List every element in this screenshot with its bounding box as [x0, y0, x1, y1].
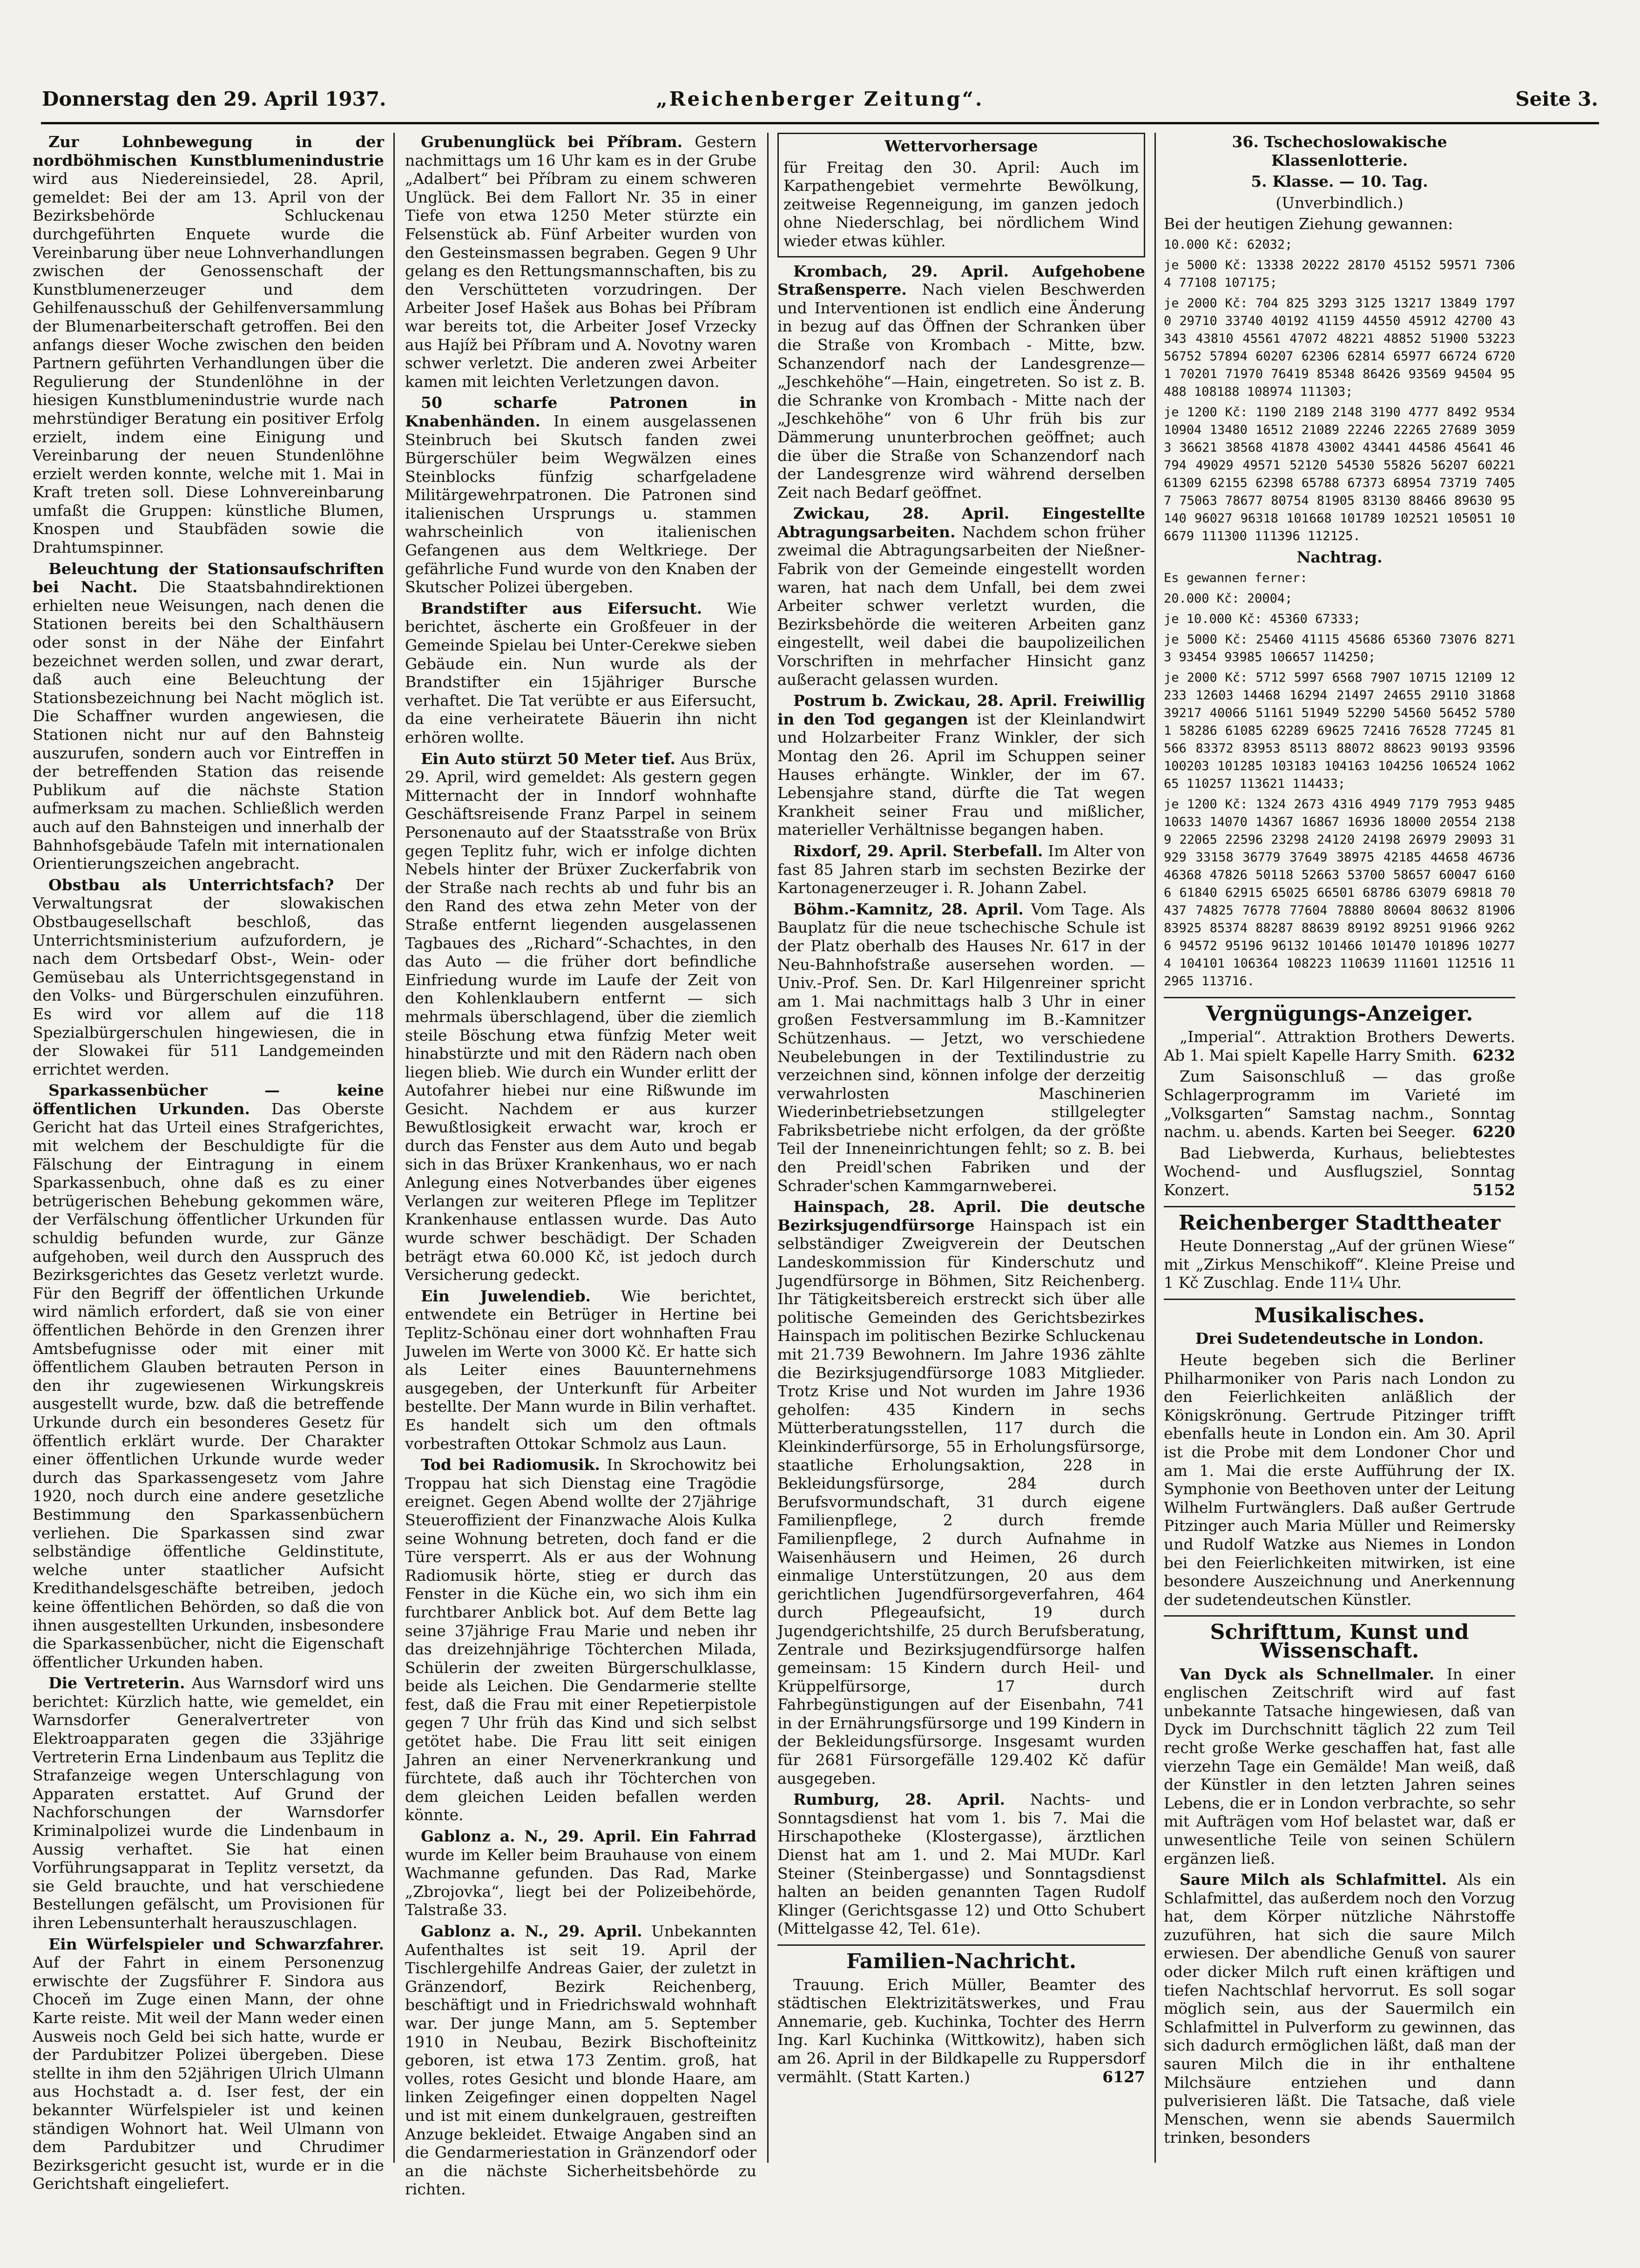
family-title: Familien-Nachricht. [846, 1950, 1077, 1973]
article-text: Im Alter von fast 85 Jahren starb im sechsten Bezirke der Kartonagenerzeuger i. R. Johann Zabel. [777, 841, 1145, 897]
article [33, 133, 384, 557]
article-headline: Brandstifter aus Eifersucht. [421, 599, 702, 617]
lottery-intro: Bei der heutigen Ziehung gewannen: [1164, 215, 1453, 233]
article-headline: Ein Auto stürzt 50 Meter tief. [421, 749, 676, 768]
article-text: Als ein Schlafmittel, das außerdem noch den Vorzug hat, dem Körper nützliche Nährstoffe zuzuführen, hat sich die saure Milch erwiesen. Der abendliche Genuß von saurer oder dicker Milch ruft einen kräftigen und tiefen Nachtschlaf hervorrut. Es soll sogar möglich sein, aus der Sauermilch ein Schlafmittel in Pulverform zu gewinnen, das sich dadurch ermöglichen läßt, daß man der sauren Milch die in ihr enthaltene Milchsäure entziehen und dann pulverisieren läßt. Die Tatsache, daß viele Menschen, wenn sie abends Sauermilch trinken, besonders [1164, 1870, 1516, 2147]
article-headline: Saure Milch als Schlafmittel. [1180, 1870, 1447, 1889]
article-headline: Krombach, 29. April. Aufgehobene Straßensperre. [777, 262, 1145, 299]
theater-text: Heute Donnerstag „Auf der grünen Wiese“ mit „Zirkus Menschikoff“. Kleine Preise und 1 Kč Zuschlag. Ende 11¼ Uhr. [1164, 1237, 1515, 1292]
lottery-line: je 1200 Kč: 1324 2673 4316 4949 7179 7953 9485 10633 14070 14367 16867 16936 18000 20554 21389 22065 22596 23298 24120 24198 26979 29093 31929 33158 36779 37649 38975 42185 44658 46736 46368 47826 50118 52663 53700 58657 60047 61606 61840 62915 65025 66501 68786 63079 69818 70437 74825 76778 77604 78880 80604 80632 81906 83925 85374 88287 88639 89192 89251 91966 92626 94572 95196 96132 101466 101470 101896 102774 104101 106364 108223 110639 111601 112516 112965 113716. [1164, 797, 1523, 988]
column-divider [767, 133, 769, 2163]
amusement-ad [1164, 1144, 1515, 1199]
article-text: Unbekannten Aufenthaltes ist seit 19. April der Tischlergehilfe Andreas Gaier, der zuletzt in Gränzendorf, Bezirk Reichenberg, beschäftigt und in Friedrichswald wohnhaft war. Der junge Mann, am 5. September 1910 in Neubau, Bezirk Bischofteinitz geboren, ist etwa 173 Zentim. groß, hat volles, rotes Gesicht und blonde Haare, am linken Zeigefinger einen doppelten Nagel und ist mit einem dunkelgrauen, gestreiften Anzuge bekleidet. Etwaige Angaben sind an die Gendarmeriestation in Gränzendorf oder an die nächste Sicherheitsbehörde zu richten. [405, 1922, 756, 2199]
article-text: Wie berichtet, entwendete ein Betrüger in Hertine bei Teplitz-Schönau einer dort wohnhaften Frau Juwelen im Werte von 3000 Kč. Er hatte sich als Leiter eines Bauunternehmens ausgegeben, der Unterkunft für Arbeiter bestellte. Der Mann wurde in Bilin verhaftet. Es handelt sich um den oftmals vorbestraften Ottokar Schmolz aus Laun. [405, 1286, 757, 1453]
header-rule [41, 122, 1599, 124]
ad-code: 6232 [1472, 1046, 1515, 1064]
article-headline: Zur Lohnbewegung in der nordböhmischen Kunstblumenindustrie [33, 133, 384, 169]
ad-code: 6220 [1472, 1123, 1515, 1141]
article-headline: Postrum b. Zwickau, 28. April. Freiwillig in den Tod gegangen [777, 691, 1145, 728]
article [1164, 1870, 1515, 2147]
column-4 [1164, 133, 1523, 2214]
article [405, 393, 756, 596]
article [1164, 1665, 1515, 1868]
article-headline: Obstbau als Unterrichtsfach? [48, 875, 334, 894]
amusement-ad [1164, 1028, 1515, 1064]
family-text: Trauung. Erich Müller, Beamter des städtischen Elektrizitätswerkes, und Frau Annemarie, geb. Kuchinka, Tochter des Herrn Ing. Karl Kuchinka (Wittkowitz), haben sich am 26. April in der Bildkapelle zu Ruppersdorf vermählt. (Statt Karten.) [777, 1975, 1145, 2086]
article-headline: Zwickau, 28. April. Eingestellte Abtragungsarbeiten. [777, 504, 1145, 541]
article [33, 560, 384, 873]
article [405, 1922, 756, 2199]
article-headline: Tod bei Radiomusik. [421, 1456, 600, 1474]
section-rule [1164, 1299, 1515, 1300]
ad-code: 5152 [1472, 1180, 1515, 1199]
article-text: Hainspach ist ein selbständiger Zweigverein der Deutschen Landeskommission für Kinderschutz und Jugendfürsorge in Böhmen, Sitz Reichenberg. Ihr Tätigkeitsbereich erstreckt sich über alle politische Gemeinden des Gerichtsbezirkes Hainspach im politischen Bezirke Schluckenau mit 21.739 Bewohnern. Im Jahre 1936 zählte die Bezirksjugendfürsorge 1083 Mitglieder. Trotz Krise und Not wurden im Jahre 1936 geholfen: 435 Kindern in sechs Mütterberatungsstellen, 117 durch die Kleinkinderfürsorge, 55 in Erholungsfürsorge, staatliche Erholungsaktion, 228 in Bekleidungsfürsorge, 284 durch Berufsvormundschaft, 31 durch eigene Familienpflege, 2 durch fremde Familienpflege, 2 durch Aufnahme in Waisenhäusern und Heimen, 26 durch einmalige Unterstützungen, 20 aus dem gerichtlichen Jugendfürsorgeverfahren, 464 durch Pflegeaufsicht, 19 durch Jugendgerichtshilfe, 25 durch Berufsberatung, Zentrale und Bezirksjugendfürsorge halfen gemeinsam: 15 Kindern durch Heil- und Krüppelfürsorge, 17 durch Fahrbegünstigungen auf der Eisenbahn, 741 in der Ernährungsfürsorge und 199 Kindern in der Bekleidungsfürsorge. Insgesamt wurden für 2681 Fürsorgefälle 129.402 Kč dafür ausgegeben. [777, 1216, 1145, 1787]
article-text: Nach vielen Beschwerden und Interventionen ist endlich eine Änderung in bezug auf das Öffnen der Schranken über die Straße von Krombach - Mitte, bzw. Schanzendorf nach der Landesgrenze—„Jeschkehöhe“—Hain, eingetreten. So ist z. B. die Schranke von Krombach - Mitte nach der „Jeschkehöhe“ von 6 Uhr früh bis zur Dämmerung ununterbrochen geöffnet; auch die über die Straße von Schanzendorf nach der Landesgrenze wird während derselben Zeit nach Bedarf geöffnet. [777, 280, 1145, 501]
article-text: Auf der Fahrt in einem Personenzug erwischte der Zugsführer F. Sindora aus Choceň im Zuge einen Mann, der ohne Karte reiste. Mit weil der Mann weder einen Ausweis noch Geld bei sich hatte, wurde er der Pardubitzer Polizei übergeben. Diese stellte in ihm den 52jährigen Ulrich Ulmann aus Hochstadt a. d. Iser fest, der ein bekannter Würfelspieler ist und keinen ständigen Wohnort hat. Weil Ulmann von dem Pardubitzer und Chrudimer Bezirksgericht gesucht ist, wurde er in die Gerichtshaft eingeliefert. [33, 1953, 384, 2193]
article [405, 1827, 756, 1919]
article-headline: 50 scharfe Patronen in Knabenhänden. [405, 393, 756, 430]
article [405, 1456, 756, 1824]
theater-title: Reichenberger Stadttheater [1178, 1211, 1501, 1235]
article-text: Gestern nachmittags um 16 Uhr kam es in der Grube „Adalbert“ bei Příbram zu einem schweren Unglück. Bei dem Fallort Nr. 35 in einer Tiefe von etwa 1250 Meter stürzte ein Felsenstück ab. Fünf Arbeiter wurden von den Gesteinsmassen begraben. Gegen 9 Uhr gelang es den Rettungsmannschaften, bis zu den Verschütteten vorzudringen. Der Arbeiter Josef Hašek aus Bohas bei Příbram war bereits tot, die Arbeiter Josef Vrzecky aus Hajíž bei Příbram und A. Novotny waren schwer verletzt. Die anderen zwei Arbeiter kamen mit leichten Verletzungen davon. [405, 133, 756, 391]
masthead: „Reichenberger Zeitung“. [656, 88, 984, 110]
article-headline: Gablonz a. N., 29. April. Ein Fahrrad [421, 1827, 756, 1846]
lottery-note: (Unverbindlich.) [1276, 193, 1404, 212]
article-text: wird aus Niedereinsiedel, 28. April, gemeldet: Bei der am 13. April von der Bezirksbehörde Schluckenau durchgeführten Enquete wurde die Vereinbarung über neue Lohnverhandlungen zwischen der Genossenschaft der Kunstblumenerzeuger und dem Gehilfenausschuß der Gehilfenversammlung der Blumenarbeiterschaft getroffen. Bei den anfangs dieser Woche zwischen den beiden Partnern geführten Verhandlungen über die Regulierung der Stundenlöhne in der hiesigen Kunstblumenindustrie wurde nach mehrstündiger Beratung ein positiver Erfolg erzielt, indem eine Einigung und Vereinbarung der neuen Stundenlöhne erzielt werden konnte, welche mit 1. Mai in Kraft treten soll. Diese Lohnvereinbarung umfaßt die Gruppen: künstliche Blumen, Knospen und Staubfäden sowie die Drahtumspinner. [33, 169, 384, 557]
column-divider [1154, 133, 1156, 2163]
family-notice [777, 1976, 1145, 2086]
lottery-line: Es gewannen ferner: [1164, 570, 1308, 585]
article [777, 504, 1145, 689]
article-headline: Die Vertreterin. [48, 1674, 185, 1693]
column-2 [405, 133, 756, 2214]
column-divider [393, 133, 395, 2163]
section-rule [1164, 1615, 1515, 1617]
lottery-line: je 5000 Kč: 13338 20222 28170 45152 59571 73064 77108 107175; [1164, 257, 1515, 290]
header-date: Donnerstag den 29. April 1937. [42, 88, 386, 110]
ad-text: Bad Liebwerda, Kurhaus, beliebtestes Wochend- und Ausflugsziel, Sonntag Konzert. [1164, 1144, 1515, 1199]
ad-text: Zum Saisonschluß — das große Schlagerprogramm im Varieté im „Volksgarten“ Samstag nachm., Sonntag nachm. u. abends. Karten bei Seeger. [1164, 1067, 1515, 1141]
article-text: Nachdem schon früher zweimal die Abtragungsarbeiten der Nießner-Fabrik von der Gemeinde eingestellt worden waren, hat nach dem Unfall, bei dem zwei Arbeiter schwer verletzt wurden, die Bezirksbehörde die weiteren Arbeiten ganz eingestellt, weil dabei die baupolizeilichen Vorschriften in mehrfacher Hinsicht ganz außeracht gelassen wurden. [777, 522, 1145, 689]
lottery-line: je 5000 Kč: 25460 41115 45686 65360 73076 82713 93454 93985 106657 114250; [1164, 632, 1515, 664]
article-text: In Skrochowitz bei Troppau hat sich Dienstag eine Tragödie ereignet. Gegen Abend wollte der 27jährige Steueroffizient der Finanzwache Alois Kulka seine Wohnung betreten, doch fand er die Türe versperrt. Als er aus der Wohnung Radiomusik hörte, stieg er durch das Fenster in die Küche ein, wo sich ihm ein furchtbarer Anblick bot. Auf dem Bette lag seine 37jährige Frau Marie und neben ihr das dreizehnjährige Töchterchen Milada, Schülerin der zweiten Bürgerschulklasse, beide als Leichen. Die Gendarmerie stellte fest, daß die Frau mit einer Repetierpistole gegen 7 Uhr früh das Kind und sich selbst getötet habe. Die Frau litt seit einigen Jahren an einer Nervenerkrankung und fürchtete, daß auch ihr Töchterchen von dem gleichen Leiden befallen werden könnte. [405, 1456, 756, 1824]
lottery-class: 5. Klasse. — 10. Tag. [1251, 172, 1428, 191]
article-headline: Beleuchtung der Stationsaufschriften bei Nacht. [33, 559, 384, 596]
article [405, 599, 756, 747]
article [777, 262, 1145, 502]
article-headline: Ein Würfelspieler und Schwarzfahrer. [48, 1935, 384, 1953]
lottery-line: 10.000 Kč: 62032; [1164, 237, 1293, 252]
lottery-line: je 2000 Kč: 5712 5997 6568 7907 10715 12109 12233 12603 14468 16294 21497 24655 29110 31868 39217 40066 51161 51949 52290 54560 56452 57801 58286 61085 62289 69625 72416 76528 77245 81566 83372 83953 85113 88072 88623 90193 93596 100203 101285 103183 104163 104256 106524 106265 110257 113621 114433; [1164, 670, 1523, 791]
article [777, 900, 1145, 1195]
section-rule [777, 1944, 1145, 1946]
music-text: Heute begeben sich die Berliner Philharmoniker von Paris nach London zu den Feierlichkeiten anläßlich der Königskrönung. Gertrude Pitzinger trifft ebenfalls heute in London ein. Am 30. April ist die Probe mit dem Londoner Chor und am 1. Mai die erste Aufführung der IX. Symphonie von Beethoven unter der Leitung Wilhelm Furtwänglers. Daß außer Gertrude Pitzinger auch Maria Müller und Reimersky und Rudolf Watzke aus Niemes in London bei den Feierlichkeiten mitwirken, ist eine besondere Auszeichnung und Anerkennung der sudetendeutschen Künstler. [1164, 1351, 1515, 1609]
lottery-supplement-title: Nachtrag. [1296, 548, 1383, 566]
article-headline: Böhm.-Kamnitz, 28. April. [793, 900, 1024, 918]
article [777, 1790, 1145, 1938]
column-1 [33, 133, 384, 2214]
lottery-title: 36. Tschechoslowakische Klassenlotterie. [1232, 133, 1447, 169]
article [33, 876, 384, 1079]
article-headline: Grubenunglück bei Příbram. [421, 133, 683, 151]
article-headline: Hainspach, 28. April. Die deutsche Bezirksjugendfürsorge [777, 1198, 1145, 1234]
article-text: Aus Warnsdorf wird uns berichtet: Kürzlich hatte, wie gemeldet, ein Warnsdorfer Generalvertreter von Elektroapparaten gegen die 33jährige Vertreterin Erna Lindenbaum aus Teplitz die Strafanzeige wegen Unterschlagung von Apparaten erstattet. Auf Grund der Nachforschungen der Warnsdorfer Kriminalpolizei wurde die Lindenbaum in Aussig verhaftet. Sie hat einen Vorführungsapparat in Teplitz versetzt, da sie Geld brauchte, und hat verschiedene Bestellungen gefälscht, um Provisionen für ihren Lebensunterhalt herauszuschlagen. [33, 1674, 384, 1932]
article-text: In einem ausgelassenen Steinbruch bei Skutsch fanden zwei Bürgerschüler beim Wegwälzen eines Steinblocks fünfzig scharfgeladene Militärgewehrpatronen. Die Patronen sind italienischen Ursprungs u. stammen wahrscheinlich von italienischen Gefangenen aus dem Weltkriege. Der gefährliche Fund wurde von den Knaben der Skutscher Polizei übergeben. [405, 412, 756, 596]
article-headline: Van Dyck als Schnellmaler. [1180, 1665, 1435, 1683]
music-subtitle: Drei Sudetendeutsche in London. [1195, 1329, 1484, 1348]
ad-code: 6127 [1102, 2067, 1145, 2086]
page-number: Seite 3. [1515, 88, 1598, 110]
article-text: Das Oberste Gericht hat das Urteil eines Strafgerichtes, mit welchem der Beschuldigte für die Fälschung der Eintragung in einem Sparkassenbuch, ohne daß es zu einer betrügerischen Behebung gekommen wäre, der Verfälschung öffentlicher Urkunden für schuldig befunden wurde, zur Gänze aufgehoben, weil durch den Ausspruch des Bezirksgerichtes das Gesetz verletzt wurde. Für den Begriff der öffentlichen Urkunde wird nämlich erfordert, daß sie von einer öffentlichen Behörde in den Grenzen ihrer Amtsbefugnisse oder mit einer mit öffentlichem Glauben betrauten Person in den ihr zugewiesenen Wirkungskreis ausgestellt wurde, bzw. daß die betreffende Urkunde durch ein besonderes Gesetz für öffentlich erklärt wurde. Der Charakter einer öffentlichen Urkunde wurde weder durch das Sparkassengesetz vom Jahre 1920, noch durch eine andere gesetzliche Bestimmung den Sparkassenbüchern verliehen. Die Sparkassen sind zwar selbständige öffentliche Geldinstitute, welche unter staatlicher Aufsicht Kredithandelsgeschäfte betreiben, jedoch keine öffentlichen Behörden, so daß die von ihnen ausgestellten Urkunden, insbesondere die Sparkassenbücher, nicht die Eigenschaft öffentlicher Urkunden haben. [33, 1099, 385, 1671]
article-headline: Ein Juwelendieb. [421, 1286, 591, 1305]
lottery-line: je 1200 Kč: 1190 2189 2148 3190 4777 8492 9534 10904 13480 16512 21089 22246 22265 27689 30593 36621 38568 41878 43002 43441 44586 45641 46794 49029 49571 52120 54530 55826 56207 60221 61309 62155 62398 65788 67373 68954 73719 74057 75063 78677 80754 81905 83130 88466 89630 95140 96027 96318 101668 101789 102521 105051 106679 111300 111396 112125. [1164, 405, 1523, 543]
article-text: Nachts- und Sonntagsdienst hat vom 1. bis 7. Mai die Hirschapotheke (Klostergasse), ärztlichen Dienst hat am 1. und 2. Mai MUDr. Karl Steiner (Steinbergasse) und Sonntagsdienst halten an beiden genannten Tagen Rudolf Klinger (Gerichtsgasse 12) und Otto Schubert (Mittelgasse 42, Tel. 61e). [777, 1790, 1145, 1938]
article-headline: Gablonz a. N., 29. April. [421, 1922, 642, 1940]
article-text: Der Verwaltungsrat der slowakischen Obstbaugesellschaft beschloß, das Unterrichtsministerium aufzufordern, je nach dem Ortsbedarf Obst-, Wein- oder Gemüsebau als Unterrichtsgegenstand in den Volks- und Bürgerschulen einzuführen. Es wird vor allem auf die 118 Spezialbürgerschulen hingewiesen, die in der Slowakei für 511 Landgemeinden errichtet werden. [33, 875, 384, 1078]
article-headline: Sparkassenbücher — keine öffentlichen Urkunden. [33, 1081, 384, 1118]
amusement-title: Vergnügungs-Anzeiger. [1206, 1002, 1473, 1026]
literature-title: Schrifttum, Kunst und Wissenschaft. [1210, 1620, 1469, 1663]
ad-text: „Imperial“. Attraktion Brothers Dewerts. Ab 1. Mai spielt Kapelle Harry Smith. [1164, 1028, 1515, 1064]
article-headline: Rumburg, 28. April. [793, 1790, 1006, 1809]
article [33, 1674, 384, 1932]
article [405, 1287, 756, 1453]
section-rule [1164, 1206, 1515, 1207]
article [33, 1081, 384, 1671]
weather-title: Wettervorhersage [884, 137, 1038, 155]
section-rule [1164, 997, 1515, 998]
weather-text: für Freitag den 30. April: Auch im Karpathengebiet vermehrte Bewölkung, zeitweise Regenneigung, im ganzen jedoch ohne Niederschlag, bei nördlichem Wind wieder etwas kühler. [783, 158, 1139, 250]
article-text: wurde im Keller beim Brauhause von einem Wachmanne gefunden. Das Rad, Marke „Zbrojovka“, liegt bei der Polizeibehörde, Talstraße 33. [405, 1845, 756, 1919]
article-text: In einer englischen Zeitschrift wird auf fast unbekannte Tatsache hingewiesen, daß van Dyck im Durchschnitt täglich 22 zum Teil recht große Werke geschaffen hat, fast alle vierzehn Tage ein Gemälde! Man weiß, daß der Künstler in den letzten Jahren seines Lebens, die er in London verbrachte, so sehr mit Aufträgen vom Hof belastet war, daß er unwesentliche Teile von seinen Schülern ergänzen ließ. [1164, 1665, 1515, 1868]
page-header [42, 88, 1598, 116]
article [405, 750, 756, 1284]
article-text: ist der Kleinlandwirt und Holzarbeiter Franz Winkler, der sich Montag den 26. April im Schuppen seiner Hauses erhängte. Winkler, der im 67. Lebensjahre stand, dürfte die Tat wegen Krankheit seiner Frau und mißlicher, materieller Verhältnisse begangen haben. [777, 710, 1145, 839]
lottery-line: je 2000 Kč: 704 825 3293 3125 13217 13849 17970 29710 33740 40192 41159 44550 45912 42700 43343 43810 45561 47072 48221 48852 51900 53223 56752 57894 60207 62306 62814 65977 66724 67201 70201 71970 76419 85348 86426 93569 94504 95488 108188 108974 111303; [1164, 296, 1523, 399]
article-text: Aus Brüx, 29. April, wird gemeldet: Als gestern gegen Mitternacht der in Inndorf wohnhafte Geschäftsreisende Franz Parpel in seinem Personenauto auf der Staatsstraße von Brüx gegen Teplitz fuhr, wich er infolge dichten Nebels hinter der Brüxer Zuckerfabrik von der Straße nach rechts ab und fuhr bis an den Rand des etwa zehn Meter von der Straße entfernt liegenden ausgelassenen Tagbaues des „Richard“-Schachtes, in den das Auto — die früher dort befindliche Einfriedung wurde im Laufe der Zeit von den Kohlenklaubern entfernt — sich mehrmals überschlagend, über die ziemlich steile Böschung etwa fünfzig Meter weit hinabstürzte und mit den Rädern nach oben liegen blieb. Wie durch ein Wunder erlitt der Autofahrer hiebei nur eine Rißwunde im Gesicht. Nachdem er aus kurzer Bewußtlosigkeit erwacht war, kroch er durch das Fenster aus dem Auto und begab sich in das Brüxer Krankenhaus, wo er nach Anlegung eines Notverbandes über eigenes Verlangen zur weiteren Pflege im Teplitzer Krankenhause entlassen wurde. Das Auto wurde schwer beschädigt. Der Schaden beträgt etwa 60.000 Kč, ist jedoch durch Versicherung gedeckt. [405, 749, 757, 1284]
amusement-ad [1164, 1067, 1515, 1141]
music-title: Musikalisches. [1254, 1303, 1425, 1327]
lottery-line: 20.000 Kč: 20004; [1164, 591, 1293, 606]
article-text: Vom Tage. Als Bauplatz für die neue tschechische Schule ist der Platz oberhalb des Hauses Nr. 617 in der Neu-Bahnhofstraße ausersehen worden. — Univ.-Prof. Sen. Dr. Karl Hilgenreiner spricht am 1. Mai nachmittags halb 3 Uhr in einer großen Festversammlung im B.-Kamnitzer Schützenhaus. — Jetzt, wo verschiedene Neubelebungen in der Textilindustrie zu verzeichnen sind, können infolge der derzeitig verwahrlosten Maschinerien Wiederinbetriebsetzungen stillgelegter Fabriksbetriebe nicht erfolgen, da der größte Teil der Inneneinrichtungen fehlt; so z. B. bei den Preidl'schen Fabriken und der Schrader'schen Kammgarnweberei. [777, 900, 1146, 1195]
weather-box [777, 133, 1145, 257]
column-3 [777, 133, 1145, 2214]
article-text: Die Staatsbahndirektionen erhielten neue Weisungen, nach denen die Stationen bereits bei den Schalthäusern oder sonst in der Nähe der Einfahrt bezeichnet werden sollen, und zwar derart, daß auch eine Beleuchtung der Stationsbezeichnung bei Nacht möglich ist. Die Schaffner wurden angewiesen, die Stationen nicht nur auf den Bahnsteig auszurufen, sondern auch vor Eintreffen in der betreffenden Station das reisende Publikum auf die nächste Station aufmerksam zu machen. Schließlich werden auch auf den Bahnsteigen und innerhalb der Bahnhofsgebäude Tafeln mit internationalen Orientierungszeichen angebracht. [33, 578, 384, 873]
article [777, 691, 1145, 839]
article [33, 1935, 384, 2193]
article [405, 133, 756, 391]
article [777, 842, 1145, 897]
article-text: Wie berichtet, äscherte ein Großfeuer in der Gemeinde Spielau bei Unter-Cerekwe sieben Gebäude ein. Nun wurde als der Brandstifter ein 15jähriger Bursche verhaftet. Die Tat verübte er aus Eifersucht, da eine verheiratete Bäuerin ihn nicht erhören wollte. [405, 599, 756, 746]
article-headline: Rixdorf, 29. April. Sterbefall. [793, 841, 1043, 860]
lottery-line: je 10.000 Kč: 45360 67333; [1164, 611, 1361, 626]
article [777, 1198, 1145, 1787]
